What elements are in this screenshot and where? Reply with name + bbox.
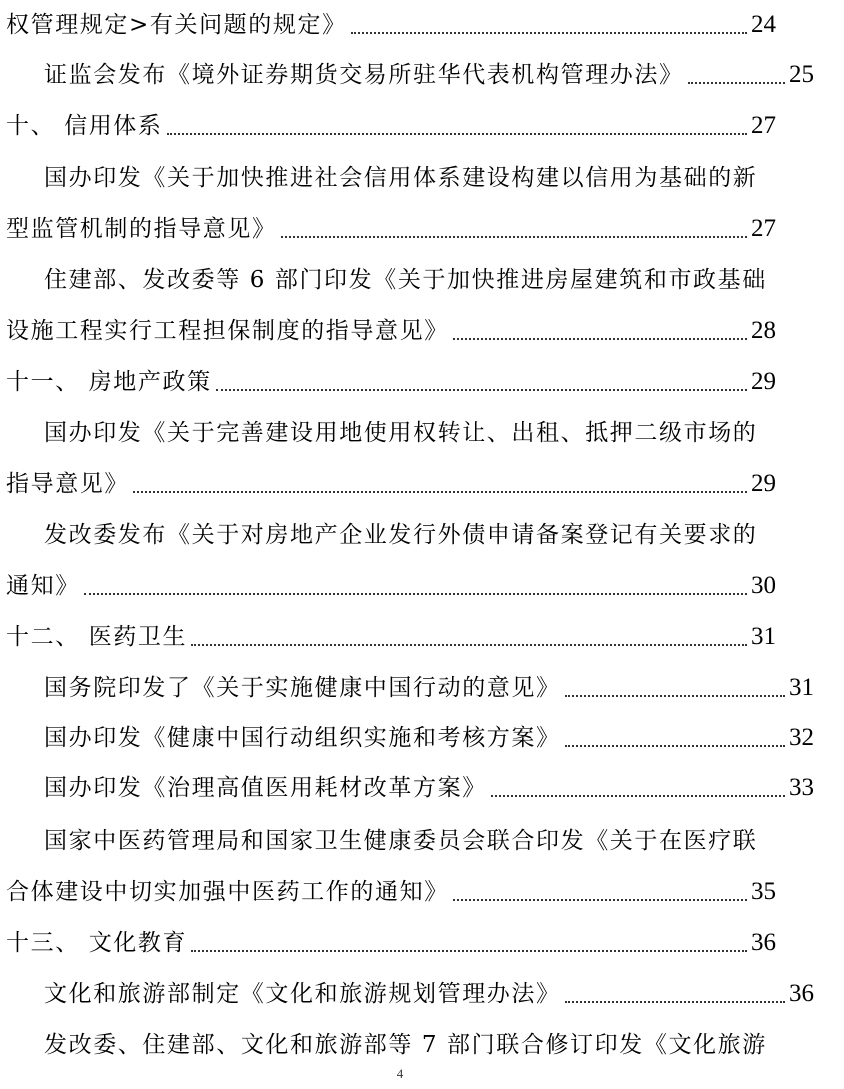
page-number: 4 bbox=[396, 1066, 404, 1081]
toc-entry-title: 国办印发《治理高值医用耗材改革方案》 bbox=[44, 775, 487, 801]
toc-entry[interactable] bbox=[0, 255, 844, 295]
toc-entry-title: 指导意见》 bbox=[6, 471, 129, 497]
toc-entry-title: 合体建设中切实加强中医药工作的通知》 bbox=[6, 879, 449, 905]
dot-leader bbox=[191, 622, 747, 652]
toc-entry-title: 住建部、发改委等 6 部门印发《关于加快推进房屋建筑和市政基础 bbox=[44, 267, 767, 293]
dot-leader bbox=[281, 214, 747, 244]
toc-entry-title: 通知》 bbox=[6, 573, 80, 599]
toc-entry-title: 国家中医药管理局和国家卫生健康委员会联合印发《关于在医疗联 bbox=[44, 828, 758, 854]
toc-entry-title: 国办印发《关于完善建设用地使用权转让、出租、抵押二级市场的 bbox=[44, 420, 758, 446]
toc-entry[interactable] bbox=[0, 713, 844, 753]
toc-entry-title: 发改委、住建部、文化和旅游部等 7 部门联合修订印发《文化旅游 bbox=[44, 1032, 767, 1058]
toc-entry-page: 28 bbox=[751, 317, 776, 344]
toc-entry[interactable] bbox=[0, 663, 844, 703]
toc-entry-continuation[interactable] bbox=[0, 561, 806, 601]
toc-entry-page: 29 bbox=[751, 470, 776, 497]
toc-entry-title: 国办印发《关于加快推进社会信用体系建设构建以信用为基础的新 bbox=[44, 165, 758, 191]
dot-leader bbox=[453, 316, 747, 346]
dot-leader bbox=[216, 367, 747, 397]
toc-section-heading[interactable] bbox=[0, 357, 806, 397]
toc-entry-title: 型监管机制的指导意见》 bbox=[6, 216, 277, 242]
dot-leader bbox=[191, 928, 747, 958]
toc-section-title: 十一、 房地产政策 bbox=[6, 369, 212, 395]
toc-entry-page: 33 bbox=[789, 774, 814, 801]
dot-leader bbox=[453, 877, 747, 907]
toc-entry-page: 36 bbox=[789, 980, 814, 1007]
toc-entry-title: 文化和旅游部制定《文化和旅游规划管理办法》 bbox=[44, 981, 561, 1007]
toc-entry[interactable] bbox=[0, 0, 806, 40]
toc-entry-continuation[interactable] bbox=[0, 204, 806, 244]
toc-entry-title: 证监会发布《境外证券期货交易所驻华代表机构管理办法》 bbox=[44, 62, 684, 88]
toc-entry-page: 27 bbox=[751, 215, 776, 242]
toc-section-heading[interactable] bbox=[0, 918, 806, 958]
dot-leader bbox=[565, 979, 785, 1009]
dot-leader bbox=[565, 673, 785, 703]
dot-leader bbox=[84, 571, 747, 601]
toc-entry-page: 25 bbox=[789, 61, 814, 88]
toc-entry-page: 31 bbox=[789, 674, 814, 701]
toc-entry[interactable] bbox=[0, 153, 844, 193]
toc-entry-title: 设施工程实行工程担保制度的指导意见》 bbox=[6, 318, 449, 344]
toc-entry-continuation[interactable] bbox=[0, 867, 806, 907]
toc-entry[interactable] bbox=[0, 510, 844, 550]
dot-leader bbox=[133, 469, 747, 499]
dot-leader bbox=[167, 111, 747, 141]
toc-entry-page: 30 bbox=[751, 572, 776, 599]
toc-entry-page: 35 bbox=[751, 878, 776, 905]
toc-section-title: 十二、 医药卫生 bbox=[6, 624, 188, 650]
toc-entry-title: 发改委发布《关于对房地产企业发行外债申请备案登记有关要求的 bbox=[44, 522, 758, 548]
toc-section-title: 十三、 文化教育 bbox=[6, 930, 188, 956]
toc-entry-page: 27 bbox=[751, 112, 776, 139]
toc-entry[interactable] bbox=[0, 816, 844, 856]
toc-entry[interactable] bbox=[0, 1020, 844, 1060]
toc-entry[interactable] bbox=[0, 763, 844, 803]
toc-entry[interactable] bbox=[0, 50, 844, 90]
toc-entry-title: 国务院印发了《关于实施健康中国行动的意见》 bbox=[44, 675, 561, 701]
dot-leader bbox=[565, 723, 785, 753]
toc-entry[interactable] bbox=[0, 408, 844, 448]
toc-section-heading[interactable] bbox=[0, 101, 806, 141]
toc-entry-page: 31 bbox=[751, 623, 776, 650]
toc-entry-title: 权管理规定>有关问题的规定》 bbox=[6, 12, 347, 38]
toc-section-heading[interactable] bbox=[0, 612, 806, 652]
toc-entry-continuation[interactable] bbox=[0, 459, 806, 499]
toc-entry-title: 国办印发《健康中国行动组织实施和考核方案》 bbox=[44, 725, 561, 751]
toc-entry-page: 24 bbox=[751, 11, 776, 38]
toc-entry-page: 36 bbox=[751, 929, 776, 956]
toc-entry-page: 32 bbox=[789, 724, 814, 751]
dot-leader bbox=[491, 773, 785, 803]
dot-leader bbox=[688, 60, 785, 90]
toc-entry-continuation[interactable] bbox=[0, 306, 806, 346]
dot-leader bbox=[351, 10, 747, 40]
toc-entry[interactable] bbox=[0, 969, 844, 1009]
toc-entry-page: 29 bbox=[751, 368, 776, 395]
toc-section-title: 十、 信用体系 bbox=[6, 113, 163, 139]
